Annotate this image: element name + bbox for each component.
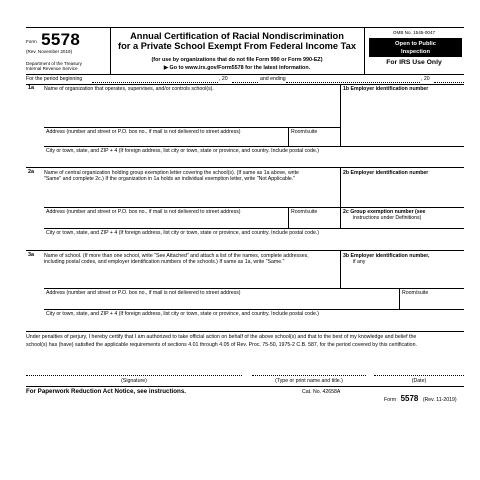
period-end-field[interactable] <box>286 82 420 83</box>
department: Department of the Treasury <box>26 61 82 66</box>
line-2-address-rule <box>44 228 464 229</box>
public-line-1: Open to Public <box>395 40 436 47</box>
central-org-room-field[interactable] <box>289 216 340 227</box>
school-room-field[interactable] <box>400 297 464 308</box>
section3-vdivider <box>340 250 341 288</box>
signature-label: (Signature) <box>121 378 147 384</box>
certification-line-2: school(s) has (have) satisfied the applicable requirements of sections 4.01 through 4.05 of Rev. Proc. 75-50, 1975-2 C.B. 587, for the period covered by this certification. <box>26 341 417 348</box>
line-3a-label-2: including postal codes, and employer identification numbers of the schools.) If same as 1a, write "Same." <box>44 258 285 265</box>
period-year-prefix-2: , 20 <box>421 76 430 82</box>
line-1b-label: 1b Employer identification number <box>343 85 429 92</box>
school-address-field[interactable] <box>44 297 399 308</box>
line-3b-label <box>343 253 429 265</box>
form-subtitle <box>110 57 364 72</box>
form-word: Form <box>26 39 37 44</box>
footer-form-number: 5578 <box>400 393 419 403</box>
section1-bottom-rule <box>26 167 464 168</box>
date-label: (Date) <box>411 378 427 384</box>
form-title <box>110 31 364 52</box>
header-top-rule <box>26 27 464 28</box>
line-2-city-label: City or town, state, and ZIP + 4 (If foreign address, list city or town, state or province, and country. Include postal code.) <box>46 230 320 236</box>
line-2b-label: 2b Employer identification number <box>343 169 429 176</box>
org-address-field[interactable] <box>44 135 288 145</box>
footer-rev: (Rev. 11-2019) <box>422 396 457 403</box>
line-3b-label-1: 3b Employer identification number, <box>343 252 430 259</box>
period-begin-field[interactable] <box>92 82 218 83</box>
section1-vdivider <box>340 84 341 146</box>
period-begin-year-field[interactable] <box>232 82 258 83</box>
line-2-room-label: Room/suite <box>291 209 318 215</box>
central-org-city-field[interactable] <box>44 237 464 249</box>
section3-bottom-rule <box>26 331 464 332</box>
line-3-address-rule <box>44 309 464 310</box>
line-2a-label-1: Name of central organization holding group exemption letter covering the school(s). (If same as 1a above, write <box>44 169 299 176</box>
form-number: 5578 <box>41 30 81 49</box>
line-3-room-label: Room/suite <box>402 290 429 296</box>
line-3-address-label: Address (number and street or P.O. box no., if mail is not delivered to street address) <box>46 290 241 296</box>
school-city-field[interactable] <box>44 318 464 330</box>
line-3-city-label: City or town, state, and ZIP + 4 (If foreign address, list city or town, state or province, and country. Include postal code.) <box>46 311 320 317</box>
group-exemption-number-field[interactable] <box>343 222 463 227</box>
line-2-address-label: Address (number and street or P.O. box no., if mail is not delivered to street address) <box>46 209 241 215</box>
subtitle-line-2: ▶ Go to www.irs.gov/Form5578 for the latest information. <box>163 64 311 71</box>
public-line-2: Inspection <box>401 48 430 55</box>
line-2c-label-1: 2c Group exemption number (see <box>343 209 426 215</box>
central-org-ein-field[interactable] <box>343 176 463 206</box>
line-1-room-label: Room/suite <box>291 128 318 135</box>
section2-bottom-rule <box>26 250 464 251</box>
title-line-1: Annual Certification of Racial Nondiscrimination <box>130 31 344 41</box>
paperwork-notice: For Paperwork Reduction Act Notice, see instructions. <box>26 388 186 395</box>
period-label: For the period beginning <box>26 76 83 82</box>
name-title-label: (Type or print name and title.) <box>275 378 343 384</box>
name-title-field[interactable] <box>252 375 366 376</box>
line-2c-label-2: instructions under Definitions) <box>353 215 422 222</box>
line-2a-number: 2a <box>28 169 34 175</box>
omb-number: OMB No. 1545-0047 <box>392 30 436 35</box>
line-1-address-label: Address (number and street or P.O. box no., if mail is not delivered to street address) <box>46 128 241 135</box>
signature-field[interactable] <box>26 375 242 376</box>
school-name-field[interactable] <box>44 266 340 287</box>
line-1a-label: Name of organization that operates, supervises, and/or controls school(s). <box>44 85 214 92</box>
form-id <box>26 30 80 50</box>
period-year-prefix-1: , 20 <box>219 76 228 82</box>
footer-form-word: Form <box>384 396 397 403</box>
header-bottom-rule <box>26 74 464 75</box>
central-org-address-field[interactable] <box>44 216 288 227</box>
section2-vdivider <box>340 167 341 228</box>
certification-text <box>26 334 466 349</box>
period-end-year-field[interactable] <box>434 82 464 83</box>
footer-form-id <box>384 388 457 406</box>
public-inspection-box <box>369 38 462 57</box>
date-field[interactable] <box>374 375 464 376</box>
service: Internal Revenue Service <box>26 66 78 71</box>
school-ein-field[interactable] <box>343 266 463 287</box>
title-line-2: for a Private School Exempt From Federal Income Tax <box>117 41 356 52</box>
period-ending-label: and ending <box>260 76 286 82</box>
org-city-field[interactable] <box>44 155 464 167</box>
line-1-city-label: City or town, state, and ZIP + 4 (If foreign address, list city or town, state or province, and country. Include postal code.) <box>46 148 320 154</box>
line-3a-number: 3a <box>28 252 34 258</box>
line-1-address-rule <box>44 146 464 147</box>
subtitle-line-1: (for use by organizations that do not file Form 990 or Form 990-EZ) <box>151 57 323 63</box>
certification-line-1: Under penalties of perjury, I hereby certify that I am authorized to take official action on behalf of the above school(s) and that to the best of my knowledge and belief the <box>26 334 417 340</box>
line-2c-label <box>343 209 425 221</box>
line-2a-label <box>44 170 299 182</box>
org-name-field[interactable] <box>44 92 340 126</box>
org-room-field[interactable] <box>289 135 340 145</box>
line-3a-label <box>44 253 309 265</box>
irs-use-only: For IRS Use Only <box>386 59 442 66</box>
central-org-name-field[interactable] <box>44 183 340 206</box>
line-2a-rule <box>44 207 464 208</box>
line-1a-number: 1a <box>28 85 34 91</box>
org-ein-field[interactable] <box>343 92 463 144</box>
line-3b-label-2: if any <box>353 258 366 265</box>
line-3a-rule <box>44 288 464 289</box>
line-2a-label-2: "Same" and complete 2c.) If the organization in 1a holds an individual exemption letter, write "Not Applicable." <box>44 175 296 182</box>
line-3a-label-1: Name of school. (If more than one school, write "See Attached" and attach a list of the names, complete addresses, <box>44 252 309 259</box>
revision-date: (Rev. November 2019) <box>26 49 73 54</box>
catalog-number: Cat. No. 42658A <box>302 389 341 395</box>
